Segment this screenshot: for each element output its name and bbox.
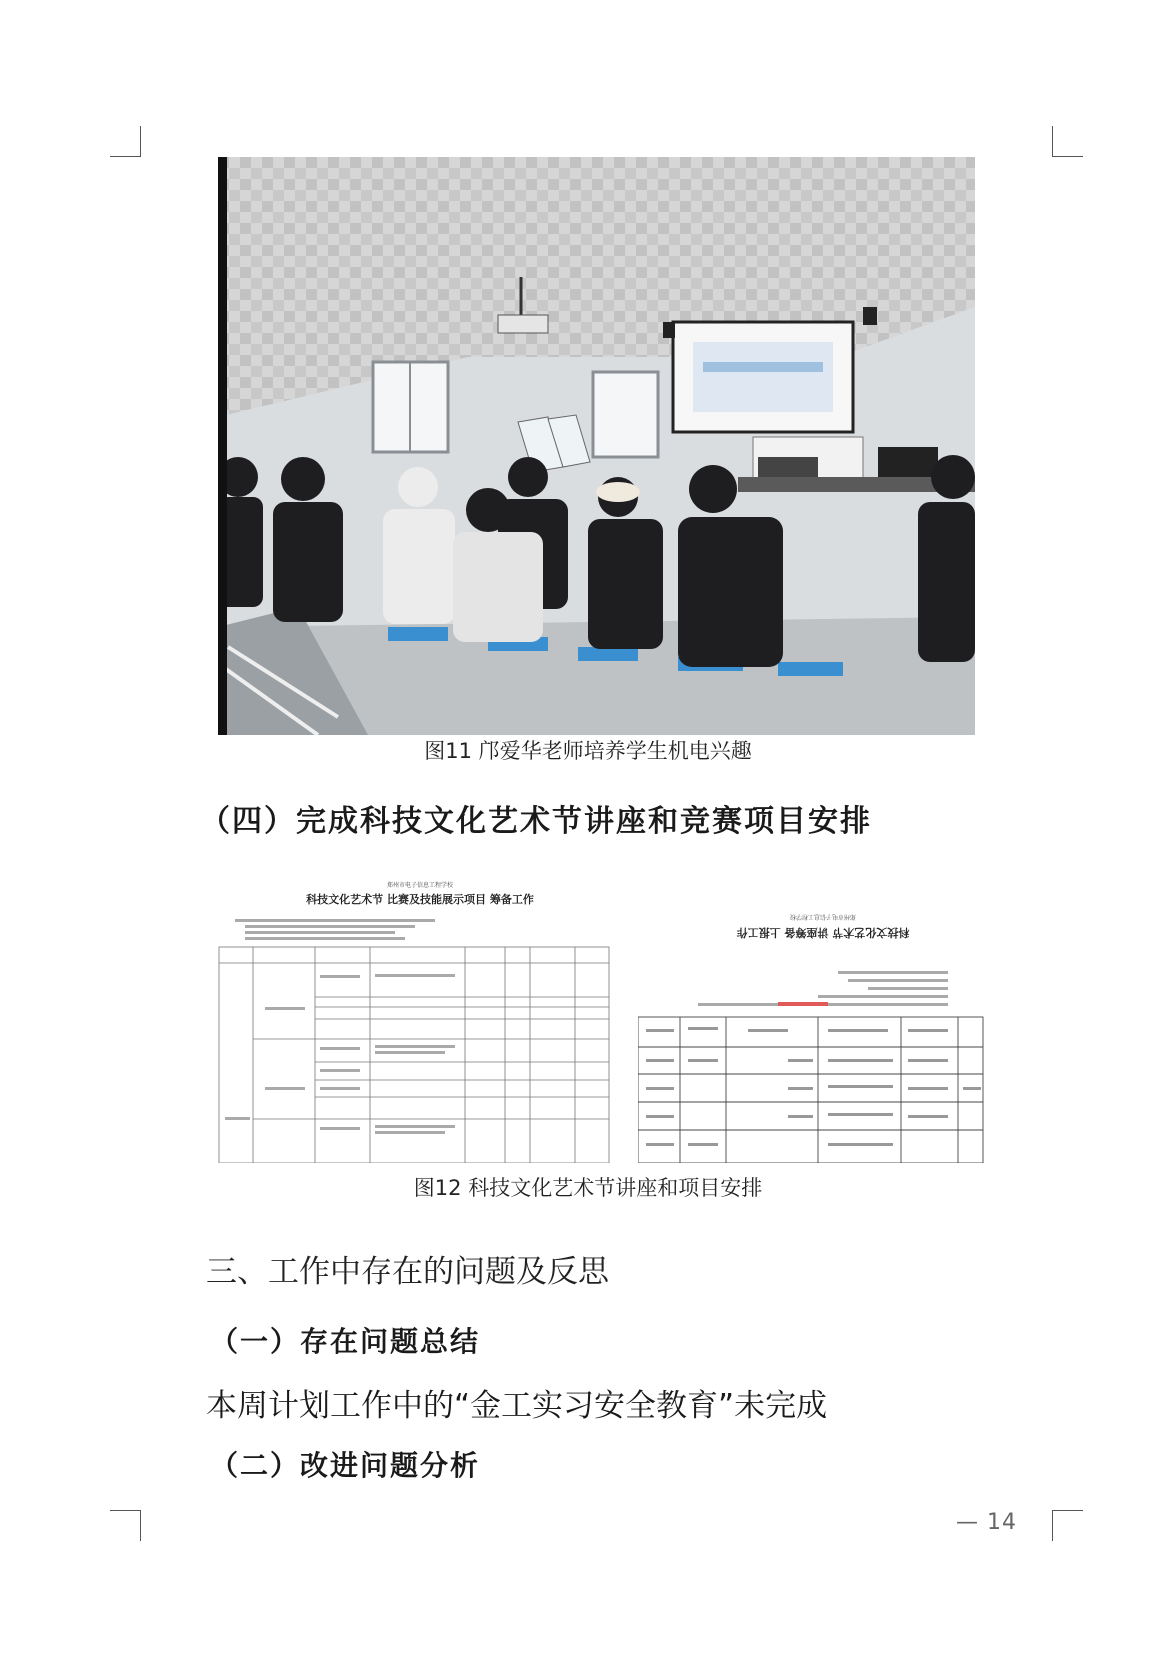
event-plan-document-image [205, 877, 635, 1163]
right-doc-subtitle: 郑州市电子信息工程学校 [789, 913, 857, 920]
figure-12-caption: 图12 科技文化艺术节讲座和项目安排 [413, 1176, 763, 1200]
right-doc-title: 科技文化艺术节 讲座筹备 上报工作 [736, 926, 910, 939]
left-doc-title: 科技文化艺术节 比赛及技能展示项目 筹备工作 [306, 893, 534, 906]
photo-left-border [218, 157, 227, 735]
left-doc-subtitle: 郑州市电子信息工程学校 [386, 882, 454, 889]
crop-mark-top-right [1052, 126, 1083, 157]
figure-11-caption: 图11 邝爱华老师培养学生机电兴趣 [424, 739, 752, 763]
lecture-plan-document-image [638, 877, 998, 1163]
issue-summary-text: 本周计划工作中的“金工实习安全教育”未完成 [206, 1388, 828, 1424]
classroom-photo [218, 157, 975, 735]
subsection-1-heading: （一）存在问题总结 [210, 1325, 481, 1358]
crop-mark-top-left [110, 126, 141, 157]
crop-mark-bottom-right [1052, 1510, 1083, 1541]
subsection-2-heading: （二）改进问题分析 [210, 1449, 481, 1482]
section-4-heading: （四）完成科技文化艺术节讲座和竞赛项目安排 [200, 804, 872, 839]
section-3-heading: 三、工作中存在的问题及反思 [206, 1254, 609, 1290]
page-number: — 14 [956, 1510, 1017, 1535]
crop-mark-bottom-left [110, 1510, 141, 1541]
